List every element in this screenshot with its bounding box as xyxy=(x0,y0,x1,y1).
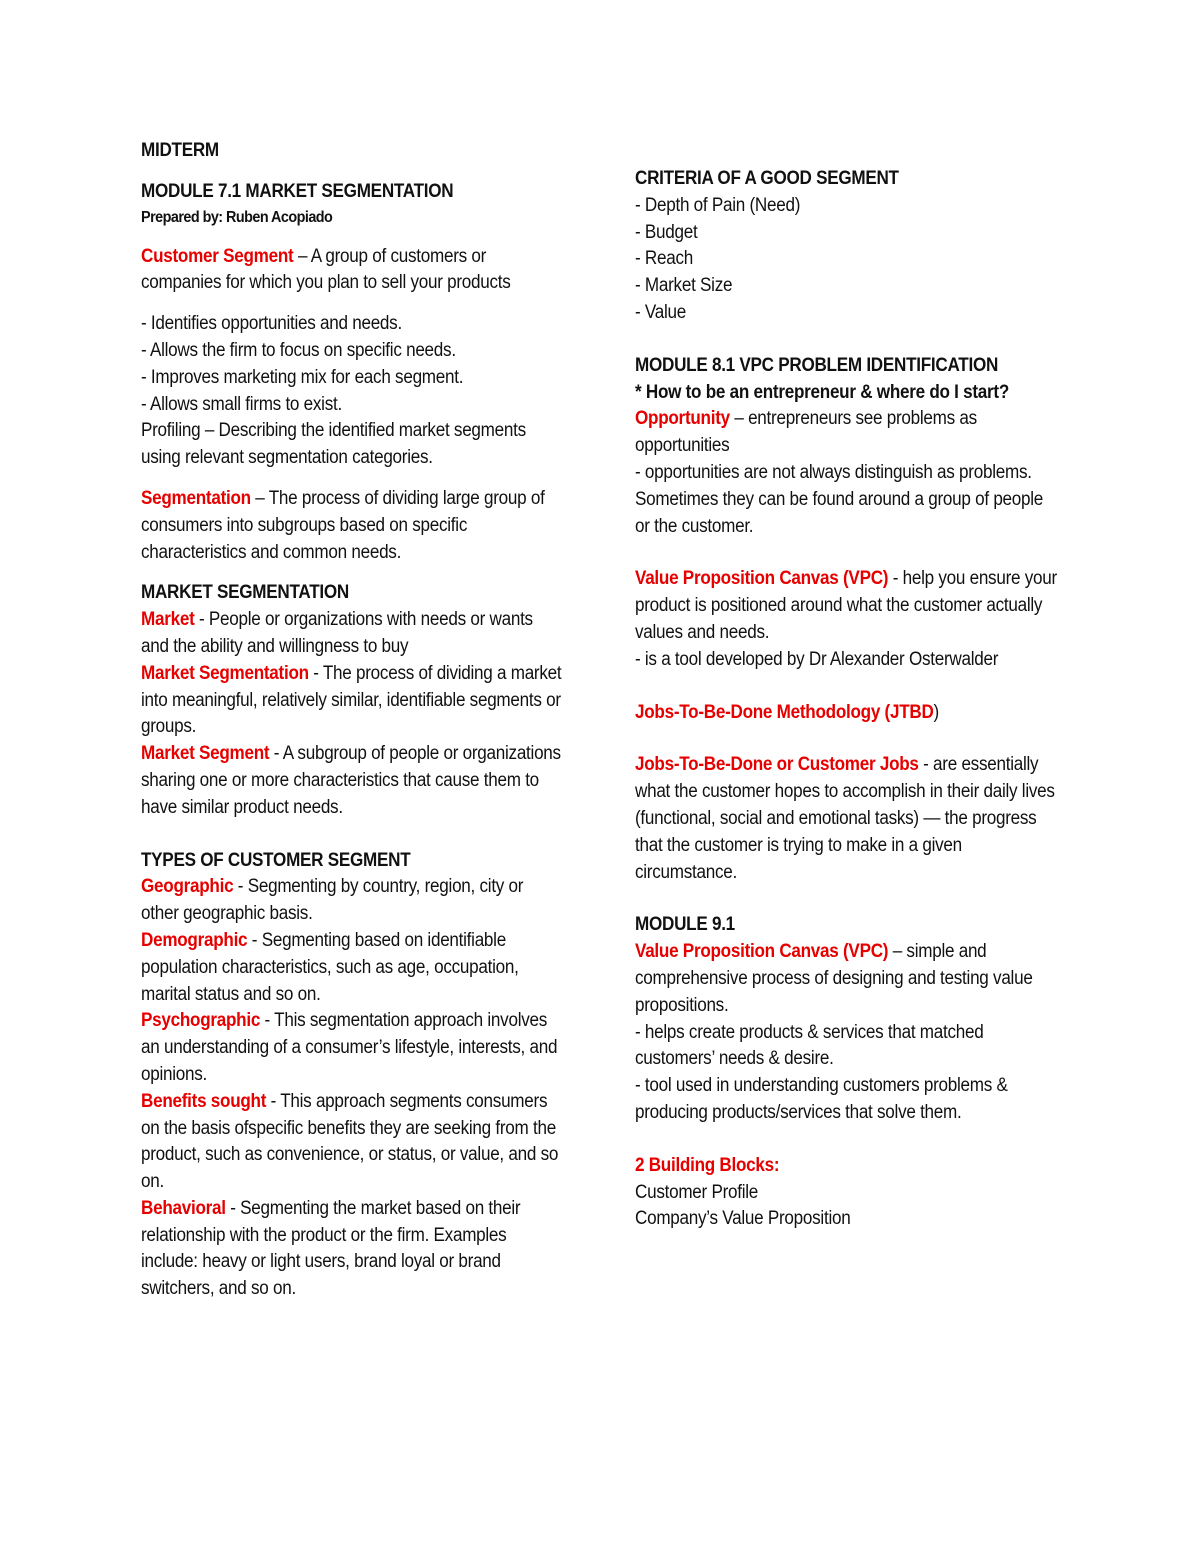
vpc2-term: Value Proposition Canvas (VPC) xyxy=(635,941,889,963)
market-text: - People or organizations with needs or wants and the ability and willingness to buy xyxy=(141,609,533,657)
segmentation-definition xyxy=(141,486,564,566)
psychographic-term: Psychographic xyxy=(141,1010,261,1032)
jtbd-jobs-definition xyxy=(635,752,1058,886)
vpc-term: Value Proposition Canvas (VPC) xyxy=(635,568,889,590)
vpc-definition xyxy=(635,566,1058,646)
criteria-item: - Depth of Pain (Need) xyxy=(635,194,801,216)
behavioral-definition xyxy=(141,1196,564,1303)
prepared-by: Prepared by: Ruben Acopiado xyxy=(141,208,333,226)
vpc-note: - is a tool developed by Dr Alexander Osterwalder xyxy=(635,648,999,670)
building-block-item: Customer Profile xyxy=(635,1181,759,1203)
segmentation-term: Segmentation xyxy=(141,487,251,509)
geographic-text: - Segmenting by country, region, city or other geographic basis. xyxy=(141,876,524,925)
jtbd-methodology-tail: ) xyxy=(933,701,939,723)
demographic-term: Demographic xyxy=(141,929,248,951)
opportunity-term: Opportunity xyxy=(635,408,730,430)
market-segment-term: Market Segment xyxy=(141,743,270,765)
vpc-text: - help you ensure your product is positioned around what the customer actually values and needs. xyxy=(635,568,1057,643)
vpc2-definition xyxy=(635,939,1058,1019)
criteria-item: - Value xyxy=(635,301,687,323)
customer-segment-definition xyxy=(141,244,564,298)
module-9-1-title: MODULE 9.1 xyxy=(635,914,735,936)
vpc2-text: – simple and comprehensive process of designing and testing value propositions. xyxy=(635,941,1033,1016)
criteria-item: - Market Size xyxy=(635,275,733,297)
geographic-term: Geographic xyxy=(141,876,234,898)
opportunity-definition xyxy=(635,406,1058,460)
benefits-sought-text: - This approach segments consumers on the basis ofspecific benefits they are seeking from the product, such as convenience, or status, or value, and so on. xyxy=(141,1090,559,1193)
market-segmentation-heading: MARKET SEGMENTATION xyxy=(141,582,349,604)
market-segmentation-text: - The process of dividing a market into meaningful, relatively similar, identifiable segments or groups. xyxy=(141,662,562,738)
types-heading: TYPES OF CUSTOMER SEGMENT xyxy=(141,849,411,871)
demographic-text: - Segmenting based on identifiable population characteristics, such as age, occupation, marital status and so on. xyxy=(141,929,519,1005)
criteria-heading: CRITERIA OF A GOOD SEGMENT xyxy=(635,168,899,189)
market-segmentation-definition xyxy=(141,661,564,741)
right-column xyxy=(635,166,1058,1233)
module-7-1-title: MODULE 7.1 MARKET SEGMENTATION xyxy=(141,180,454,202)
psychographic-definition xyxy=(141,1008,564,1088)
market-segment-text: - A subgroup of people or organizations sharing one or more characteristics that cause them to have similar product needs. xyxy=(141,743,561,818)
midterm-heading: MIDTERM xyxy=(141,140,219,161)
jtbd-jobs-term: Jobs-To-Be-Done or Customer Jobs xyxy=(635,754,919,776)
benefit-item: - Allows small firms to exist. xyxy=(141,393,342,415)
demographic-definition xyxy=(141,928,564,1008)
behavioral-term: Behavioral xyxy=(141,1197,226,1219)
benefit-item: - Improves marketing mix for each segment. xyxy=(141,366,464,388)
criteria-item: - Reach xyxy=(635,248,693,270)
market-term: Market xyxy=(141,609,195,631)
module-8-1-title: MODULE 8.1 VPC PROBLEM IDENTIFICATION xyxy=(635,354,999,376)
benefit-item: - Identifies opportunities and needs. xyxy=(141,313,402,335)
market-segment-definition xyxy=(141,741,564,821)
customer-segment-text: – A group of customers or companies for which you plan to sell your products xyxy=(141,245,511,294)
benefits-sought-definition xyxy=(141,1089,564,1196)
left-column xyxy=(141,138,564,1303)
building-block-item: Company’s Value Proposition xyxy=(635,1208,851,1230)
benefits-sought-term: Benefits sought xyxy=(141,1090,267,1112)
psychographic-text: - This segmentation approach involves an understanding of a consumer’s lifestyle, interests, and opinions. xyxy=(141,1010,558,1085)
jtbd-methodology-term: Jobs-To-Be-Done Methodology (JTBD xyxy=(635,701,934,723)
jtbd-jobs-text: - are essentially what the customer hopes to accomplish in their daily lives (functional, social and emotional tasks) — the progress that the customer is trying to make in a given circumstance. xyxy=(635,754,1055,883)
market-definition xyxy=(141,607,564,661)
customer-segment-term: Customer Segment xyxy=(141,245,294,267)
opportunity-note: - opportunities are not always distinguish as problems. Sometimes they can be found around a group of people or the customer. xyxy=(635,461,1044,537)
jtbd-methodology xyxy=(635,700,1058,727)
geographic-definition xyxy=(141,874,564,928)
market-segmentation-term: Market Segmentation xyxy=(141,662,309,684)
opportunity-text: – entrepreneurs see problems as opportunities xyxy=(635,408,977,457)
criteria-item: - Budget xyxy=(635,221,698,243)
benefit-item: - Allows the firm to focus on specific needs. xyxy=(141,339,456,361)
building-blocks-heading: 2 Building Blocks: xyxy=(635,1154,780,1176)
segmentation-text: – The process of dividing large group of consumers into subgroups based on specific characteristics and common needs. xyxy=(141,487,545,563)
vpc2-note: - helps create products & services that matched customers’ needs & desire. xyxy=(635,1021,984,1070)
module-8-1-question: * How to be an entrepreneur & where do I start? xyxy=(635,381,1010,403)
behavioral-text: - Segmenting the market based on their relationship with the product or the firm. Examples include: heavy or light users, brand loyal or brand switchers, and so on. xyxy=(141,1197,521,1300)
profiling-definition: Profiling – Describing the identified market segments using relevant segmentation categories. xyxy=(141,420,526,469)
vpc2-note: - tool used in understanding customers problems & producing products/services that solve them. xyxy=(635,1075,1008,1123)
